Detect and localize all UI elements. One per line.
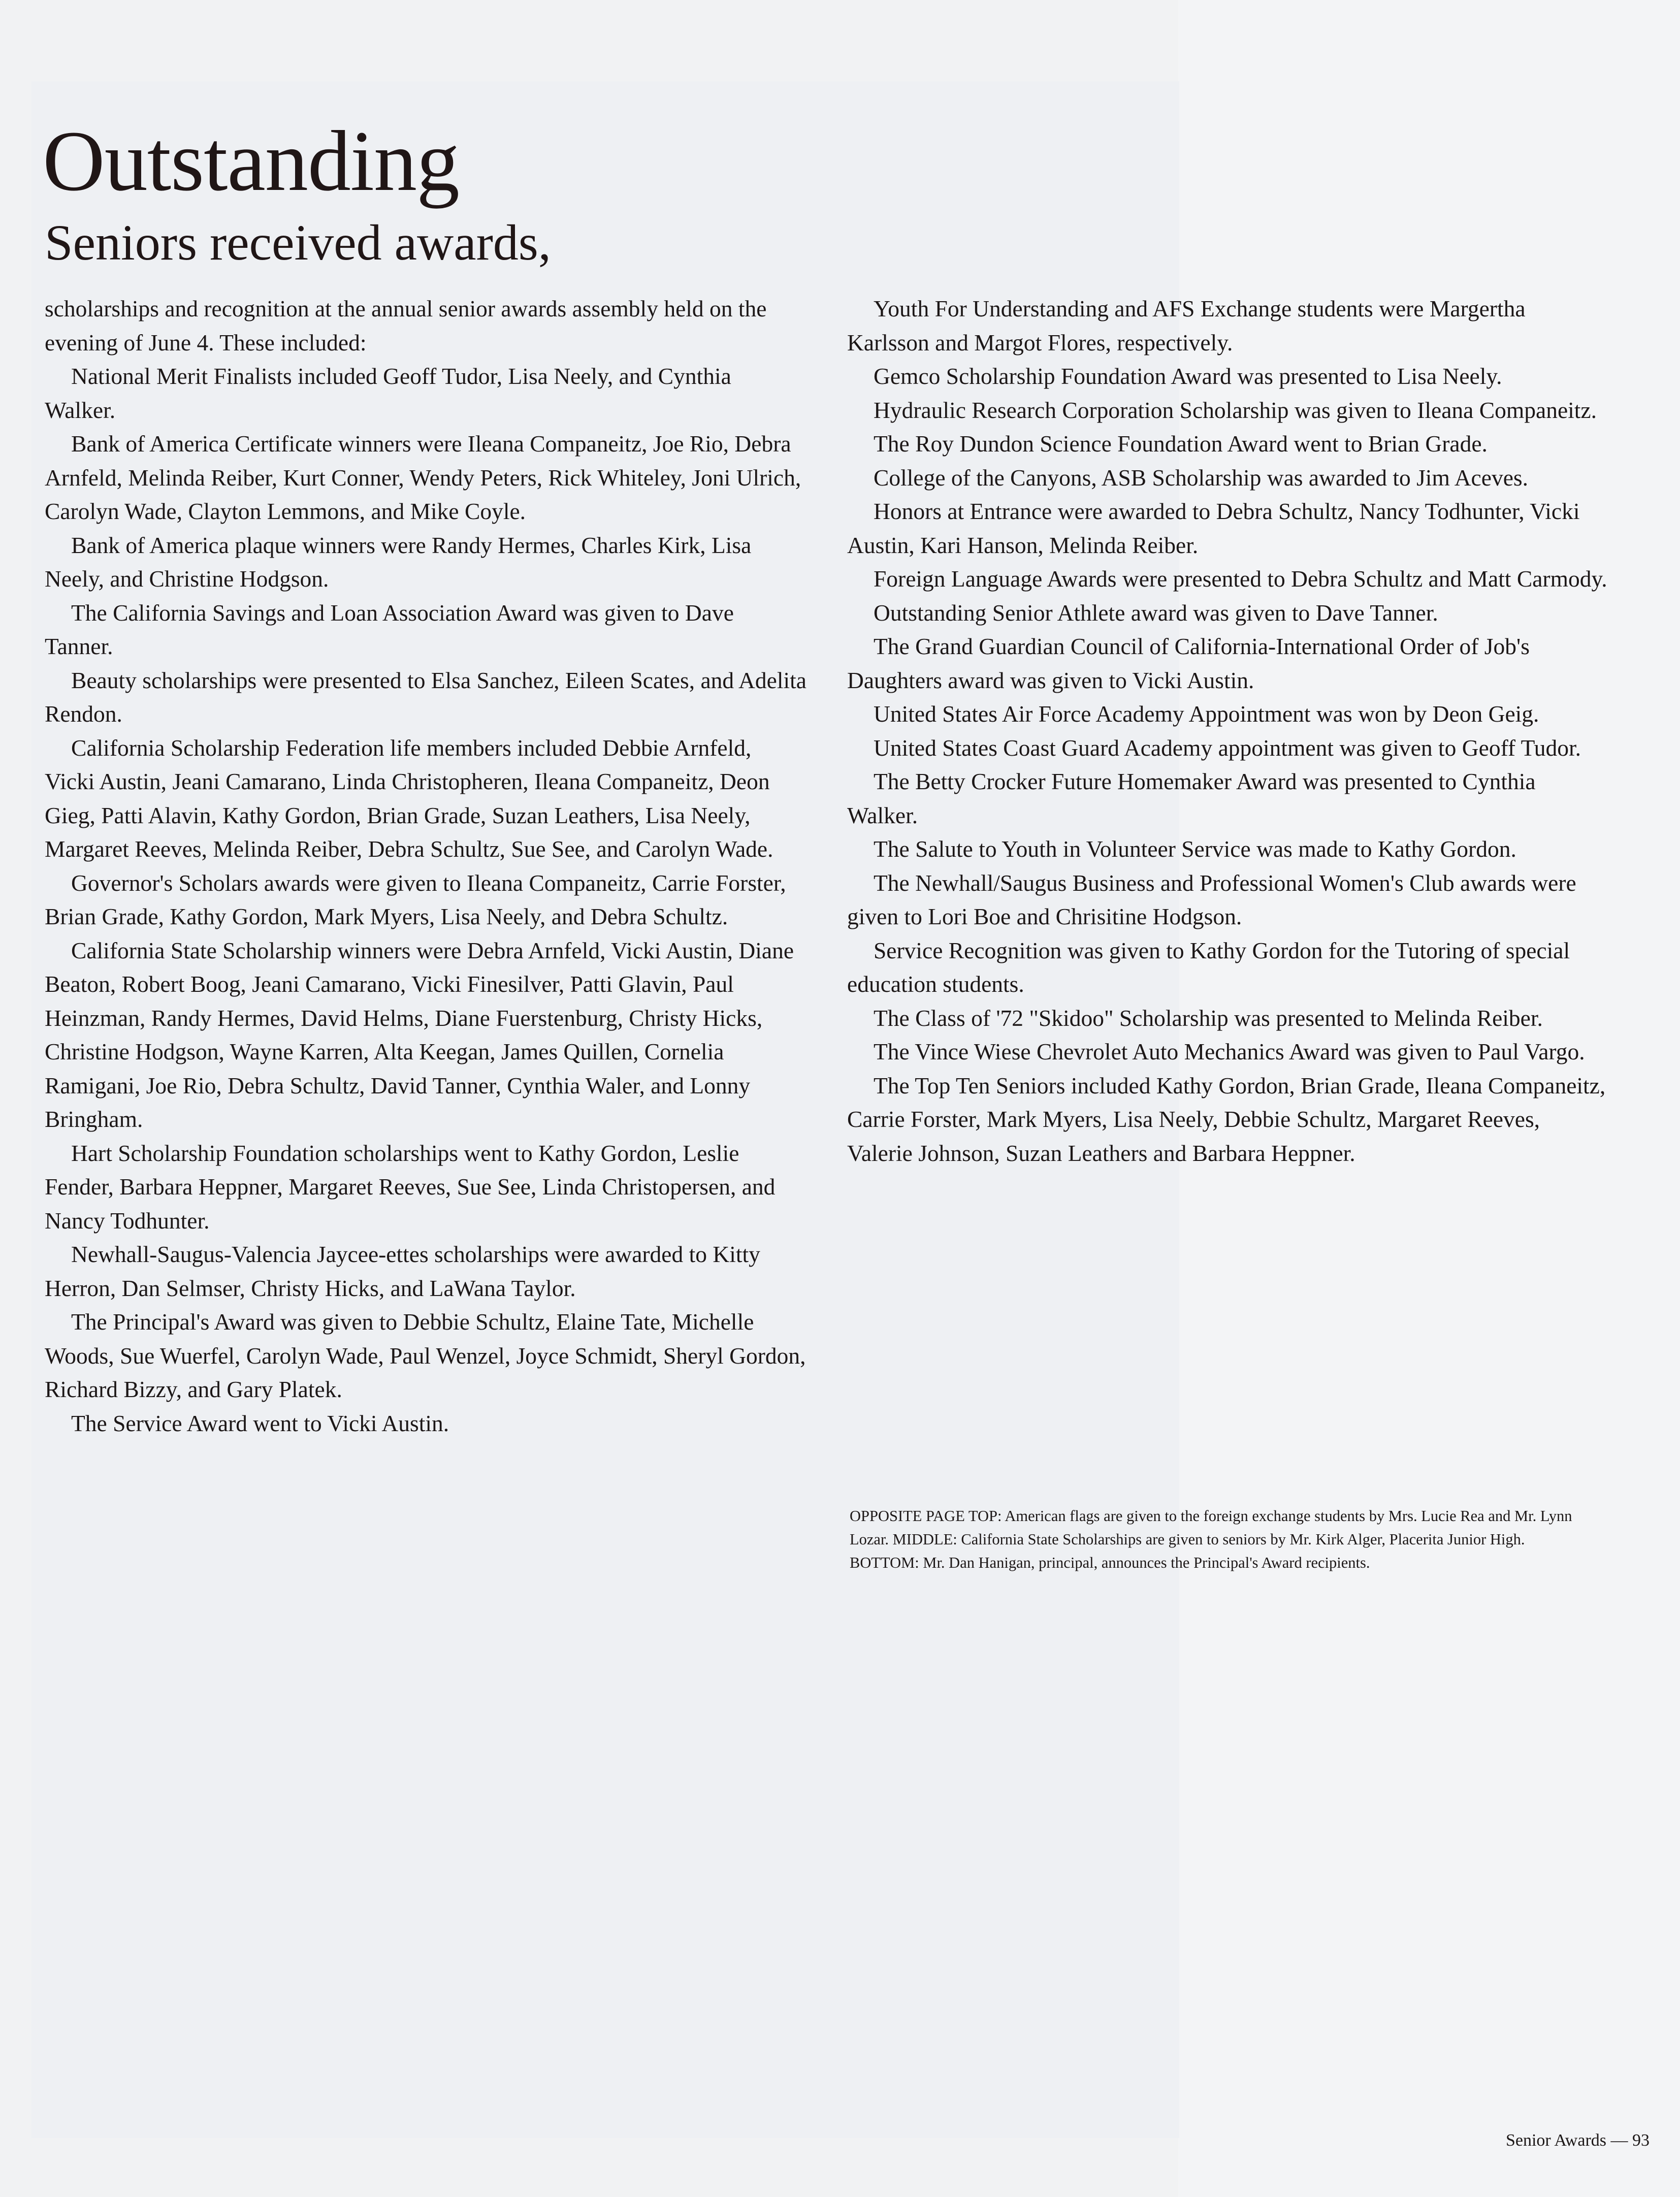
paragraph-state-scholarship: California State Scholarship winners were Debra Arnfeld, Vicki Austin, Diane Beaton, Robert Boog, Jeani Camarano, Vicki Finesilver, Patti Glavin, Paul Heinzman, Randy Hermes, David Helms, Diane Fuerstenburg, Christy Hicks, Christine Hodgson, Wayne Karren, Alta Keegan, James Quillen, Cornelia Ramigani, Joe Rio, Debra Schultz, David Tanner, Cynthia Waler, and Lonny Bringham. — [45, 937, 794, 1132]
paragraph-honors-entrance: Honors at Entrance were awarded to Debra Schultz, Nancy Todhunter, Vicki Austin, Kari Hanson, Melinda Reiber. — [847, 498, 1580, 558]
paragraph-top-ten: The Top Ten Seniors included Kathy Gordon, Brian Grade, Ileana Companeitz, Carrie Forster, Mark Myers, Lisa Neely, Debbie Schultz, Margaret Reeves, Valerie Johnson, Suzan Leathers and Barbara Heppner. — [847, 1072, 1606, 1166]
paragraph-air-force: United States Air Force Academy Appointment was won by Deon Geig. — [874, 701, 1539, 727]
paragraph-coast-guard: United States Coast Guard Academy appointment was given to Geoff Tudor. — [874, 734, 1581, 761]
paragraph-vince-wiese: The Vince Wiese Chevrolet Auto Mechanics Award was given to Paul Vargo. — [874, 1039, 1585, 1064]
paragraph-hydraulic-research: Hydraulic Research Corporation Scholarship was given to Ileana Companeitz. — [874, 397, 1597, 423]
paragraph-service-recognition: Service Recognition was given to Kathy Gordon for the Tutoring of special education students. — [847, 937, 1570, 997]
paragraph-college-canyons: College of the Canyons, ASB Scholarship was awarded to Jim Aceves. — [874, 464, 1528, 491]
paragraph-jaycee-ettes: Newhall-Saugus-Valencia Jaycee-ettes scholarships were awarded to Kitty Herron, Dan Selmser, Christy Hicks, and LaWana Taylor. — [45, 1241, 760, 1301]
paragraph-exchange-students: Youth For Understanding and AFS Exchange students were Margertha Karlsson and Margot Flores, respectively. — [847, 296, 1526, 356]
paragraph-governors-scholars: Governor's Scholars awards were given to Ileana Companeitz, Carrie Forster, Brian Grade, Kathy Gordon, Mark Myers, Lisa Neely, and Debra Schultz. — [45, 869, 786, 929]
right-text-column — [847, 292, 1609, 1170]
paragraph-salute-youth: The Salute to Youth in Volunteer Service was made to Kathy Gordon. — [874, 836, 1516, 862]
paragraph-roy-dundon: The Roy Dundon Science Foundation Award went to Brian Grade. — [874, 431, 1488, 457]
page-subtitle: Seniors received awards, — [45, 214, 551, 271]
paragraph-foreign-language: Foreign Language Awards were presented to Debra Schultz and Matt Carmody. — [874, 566, 1607, 592]
paragraph-national-merit: National Merit Finalists included Geoff Tudor, Lisa Neely, and Cynthia Walker. — [45, 363, 731, 423]
paragraph-service-award: The Service Award went to Vicki Austin. — [71, 1410, 449, 1436]
left-text-column — [45, 292, 806, 1440]
paragraph-boa-certificate: Bank of America Certificate winners were Ileana Companeitz, Joe Rio, Debra Arnfeld, Melinda Reiber, Kurt Conner, Wendy Peters, Rick Whiteley, Joni Ulrich, Carolyn Wade, Clayton Lemmons, and Mike Coyle. — [45, 431, 801, 524]
paragraph-csf-life-members: California Scholarship Federation life members included Debbie Arnfeld, Vicki Austin, Jeani Camarano, Linda Christopheren, Ileana Companeitz, Deon Gieg, Patti Alavin, Kathy Gordon, Brian Grade, Suzan Leathers, Lisa Neely, Margaret Reeves, Melinda Reiber, Debra Schultz, Sue See, and Carolyn Wade. — [45, 734, 773, 862]
paragraph-senior-athlete: Outstanding Senior Athlete award was given to Dave Tanner. — [874, 599, 1438, 626]
paragraph-gemco: Gemco Scholarship Foundation Award was presented to Lisa Neely. — [874, 363, 1502, 389]
paragraph-principals-award: The Principal's Award was given to Debbie Schultz, Elaine Tate, Michelle Woods, Sue Wuerfel, Carolyn Wade, Paul Wenzel, Joyce Schmidt, Sheryl Gordon, Richard Bizzy, and Gary Platek. — [45, 1309, 806, 1402]
intro-paragraph: scholarships and recognition at the annual senior awards assembly held on the evening of June 4. These included: — [45, 296, 767, 356]
paragraph-boa-plaque: Bank of America plaque winners were Randy Hermes, Charles Kirk, Lisa Neely, and Christine Hodgson. — [45, 532, 752, 592]
paragraph-savings-loan: The California Savings and Loan Association Award was given to Dave Tanner. — [45, 599, 734, 659]
paragraph-skidoo: The Class of '72 "Skidoo" Scholarship was presented to Melinda Reiber. — [874, 1005, 1543, 1031]
paragraph-beauty-scholarships: Beauty scholarships were presented to Elsa Sanchez, Eileen Scates, and Adelita Rendon. — [45, 667, 806, 727]
paragraph-jobs-daughters: The Grand Guardian Council of California-International Order of Job's Daughters award was given to Vicki Austin. — [847, 633, 1530, 693]
photo-caption: OPPOSITE PAGE TOP: American flags are given to the foreign exchange students by Mrs. Lucie Rea and Mr. Lynn Lozar. MIDDLE: California State Scholarships are given to seniors by Mr. Kirk Alger, Placerita Junior High. BOTTOM: Mr. Dan Hanigan, principal, announces the Principal's Award recipients. — [850, 1507, 1572, 1571]
paragraph-betty-crocker: The Betty Crocker Future Homemaker Award was presented to Cynthia Walker. — [847, 768, 1536, 828]
paragraph-hart-scholarship: Hart Scholarship Foundation scholarships went to Kathy Gordon, Leslie Fender, Barbara Heppner, Margaret Reeves, Sue See, Linda Christopersen, and Nancy Todhunter. — [45, 1140, 776, 1234]
page-title: Outstanding — [43, 113, 460, 209]
paragraph-womens-club: The Newhall/Saugus Business and Professional Women's Club awards were given to Lori Boe and Chrisitine Hodgson. — [847, 869, 1576, 929]
page-folio: Senior Awards — 93 — [1505, 2131, 1650, 2150]
